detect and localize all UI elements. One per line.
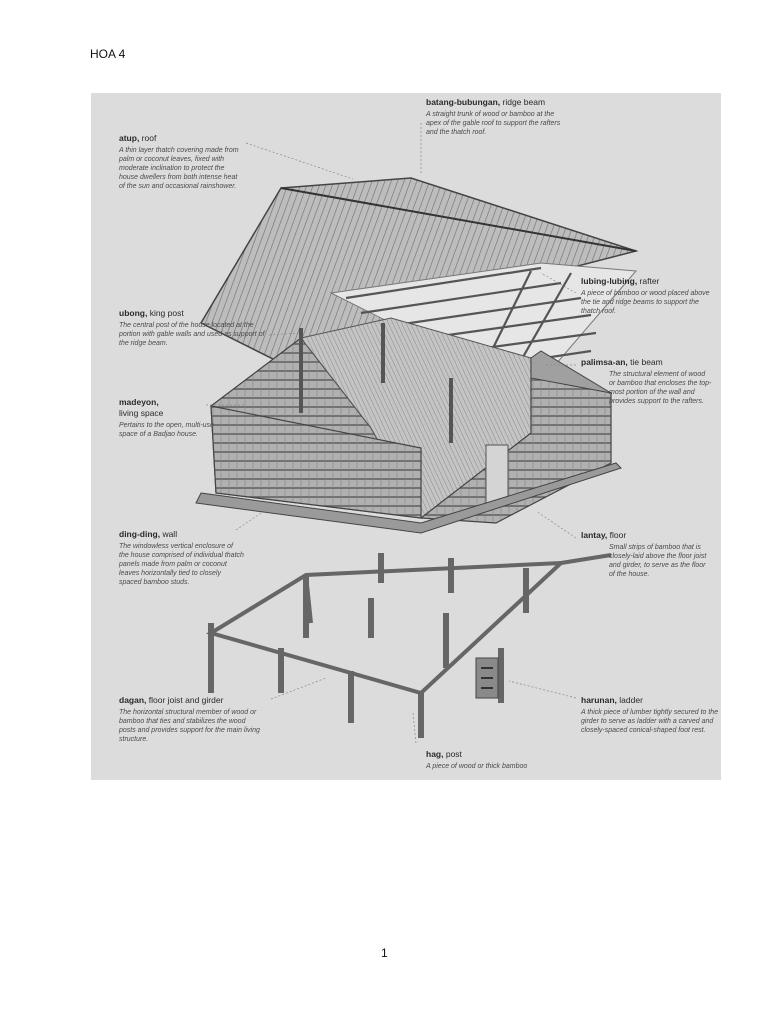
label-living-space: madeyon, living space Pertains to the open, multi-use space of a Badjao house. <box>119 397 214 438</box>
label-floor-joist: dagan, floor joist and girder The horizontal structural member of wood or bamboo that ties and stabilizes the wood posts and provides support for the main living structure. <box>119 695 260 743</box>
house-diagram <box>91 93 721 780</box>
label-ladder: harunan, ladder A thick piece of lumber tightly secured to the girder to serve as ladder with a carved and closely-spaced conical-shaped foot rest. <box>581 695 719 734</box>
floor-frame <box>211 555 611 693</box>
label-post: hag, post A piece of wood or thick bamboo <box>426 749 528 770</box>
page-header: HOA 4 <box>90 47 126 61</box>
ladder <box>476 658 498 698</box>
label-rafter: lubing-lubing, rafter A piece of bamboo or wood placed above the tie and ridge beams to support the thatch roof. <box>581 276 710 315</box>
label-ridge-beam: batang-bubungan, ridge beam A straight trunk of wood or bamboo at the apex of the gable roof to support the rafters and the thatch roof. <box>426 97 561 136</box>
label-roof: atup, roof A thin layer thatch covering made from palm or coconut leaves, fixed with moderate inclination to protect the house dwellers from both intense heat of the sun and occasional rainshower. <box>119 133 239 190</box>
label-king-post: ubong, king post The central post of the house located at the portion with gable walls and used as support of the ridge beam. <box>119 308 265 347</box>
page-number: 1 <box>381 946 388 960</box>
label-tie-beam: palimsa-an, tie beam The structural element of wood or bamboo that encloses the top-most portion of the wall and provides support to the rafters. <box>581 357 712 405</box>
label-floor: lantay, floor Small strips of bamboo that is closely-laid above the floor joist and girder, to serve as the floor of the house. <box>581 530 707 578</box>
label-wall: ding-ding, wall The windowless vertical enclosure of the house comprised of individual thatch panels made from palm or coconut leaves horizontally tied to closely spaced bamboo studs. <box>119 529 244 586</box>
